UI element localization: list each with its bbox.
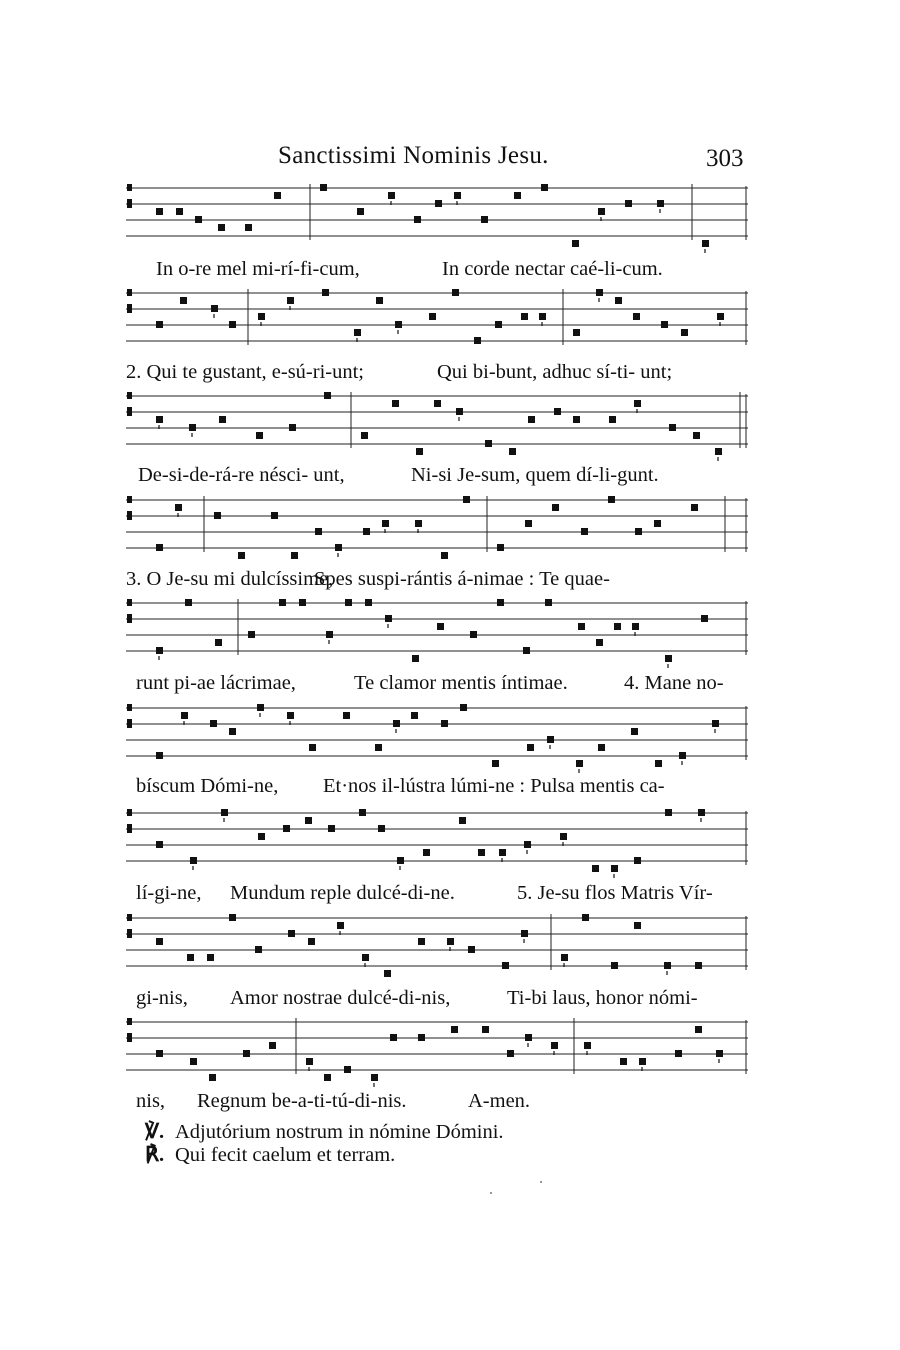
neume-note — [195, 216, 202, 223]
neume-note — [289, 424, 296, 431]
neume-note — [552, 504, 559, 511]
lyric-phrase: In o-re mel mi-rí-fi-cum, — [156, 258, 360, 280]
lyric-phrase: lí-gi-ne, — [136, 882, 202, 904]
lyric-line-6 — [126, 772, 748, 800]
neume-note — [256, 432, 263, 439]
neume-note — [470, 631, 477, 638]
neume-note — [669, 424, 676, 431]
neume-note — [609, 416, 616, 423]
neume-note — [279, 599, 286, 606]
neume-note — [592, 865, 599, 872]
neume-note — [283, 825, 290, 832]
neume-note — [451, 1026, 458, 1033]
neume-note — [156, 647, 163, 654]
neume-note — [509, 448, 516, 455]
neume-note — [525, 1034, 532, 1041]
neume-note — [255, 946, 262, 953]
neume-note — [359, 809, 366, 816]
lyric-phrase: Regnum be-a-ti-tú-di-nis. — [197, 1090, 407, 1112]
lyric-phrase: 5. Je-su flos Matris Vír- — [517, 882, 713, 904]
neume-note — [507, 1050, 514, 1057]
neume-note — [258, 833, 265, 840]
neume-note — [551, 1042, 558, 1049]
lyric-phrase: Qui bi-bunt, adhuc sí-ti- unt; — [437, 361, 673, 383]
neume-note — [412, 655, 419, 662]
neume-note — [243, 1050, 250, 1057]
neume-note — [397, 857, 404, 864]
lyric-line-4 — [126, 565, 748, 593]
neume-note — [309, 744, 316, 751]
lyric-phrase: 2. Qui te gustant, e-sú-ri-unt; — [126, 361, 364, 383]
neume-note — [576, 760, 583, 767]
neume-note — [502, 962, 509, 969]
response-line — [145, 1143, 395, 1167]
neume-note — [620, 1058, 627, 1065]
neume-note — [344, 1066, 351, 1073]
lyric-phrase: Ti-bi laus, honor nómi- — [507, 987, 698, 1009]
neume-note — [632, 623, 639, 630]
neume-note — [452, 289, 459, 296]
neume-note — [528, 416, 535, 423]
neume-note — [287, 712, 294, 719]
neume-note — [639, 1058, 646, 1065]
neume-note — [717, 313, 724, 320]
neume-note — [345, 599, 352, 606]
neume-note — [328, 825, 335, 832]
neume-note — [582, 914, 589, 921]
lyric-line-7 — [126, 879, 748, 907]
neume-note — [454, 192, 461, 199]
neume-note — [361, 432, 368, 439]
neume-note — [354, 329, 361, 336]
neume-note — [375, 744, 382, 751]
neume-note — [463, 496, 470, 503]
neume-note — [384, 970, 391, 977]
lyric-phrase: Te clamor mentis íntimae. — [354, 672, 568, 694]
neume-note — [524, 841, 531, 848]
do-clef-gap — [127, 711, 134, 719]
neume-note — [525, 520, 532, 527]
lyric-phrase: 3. O Je-su mi dulcíssime, — [126, 568, 334, 590]
lyric-phrase: Ni-si Je-sum, quem dí-li-gunt. — [411, 464, 659, 486]
neume-note — [221, 809, 228, 816]
neume-note — [418, 938, 425, 945]
neume-note — [269, 1042, 276, 1049]
neume-note — [634, 857, 641, 864]
neume-note — [257, 704, 264, 711]
neume-note — [156, 938, 163, 945]
print-speck — [540, 1181, 542, 1183]
do-clef-gap — [127, 606, 134, 614]
neume-note — [415, 520, 422, 527]
neume-note — [185, 599, 192, 606]
response-text: Qui fecit caelum et terram. — [175, 1144, 396, 1166]
neume-note — [287, 297, 294, 304]
neume-note — [363, 528, 370, 535]
neume-note — [214, 512, 221, 519]
neume-note — [634, 400, 641, 407]
neume-note — [702, 240, 709, 247]
neume-note — [324, 1074, 331, 1081]
neume-note — [393, 720, 400, 727]
neume-note — [698, 809, 705, 816]
lyric-phrase: nis, — [136, 1090, 166, 1112]
neume-note — [308, 938, 315, 945]
neume-note — [596, 289, 603, 296]
neume-note — [209, 1074, 216, 1081]
music-staff-6 — [126, 702, 748, 764]
neume-note — [611, 962, 618, 969]
neume-note — [625, 200, 632, 207]
page-number: 303 — [706, 145, 744, 172]
neume-note — [497, 544, 504, 551]
lyric-line-5 — [126, 669, 748, 697]
lyric-line-9 — [126, 1087, 748, 1115]
response-symbol: ℟. — [145, 1144, 165, 1166]
neume-note — [578, 623, 585, 630]
neume-note — [315, 528, 322, 535]
neume-note — [715, 448, 722, 455]
versicle-text: Adjutórium nostrum in nómine Dómini. — [175, 1121, 504, 1143]
neume-note — [288, 930, 295, 937]
lyric-phrase: In corde nectar caé-li-cum. — [442, 258, 663, 280]
neume-note — [679, 752, 686, 759]
neume-note — [447, 938, 454, 945]
neume-note — [495, 321, 502, 328]
neume-note — [634, 922, 641, 929]
neume-note — [598, 208, 605, 215]
neume-note — [437, 623, 444, 630]
neume-note — [343, 712, 350, 719]
neume-note — [631, 728, 638, 735]
neume-note — [615, 297, 622, 304]
neume-note — [681, 329, 688, 336]
neume-note — [238, 552, 245, 559]
neume-note — [716, 1050, 723, 1057]
neume-note — [675, 1050, 682, 1057]
versicle-line — [145, 1120, 504, 1144]
lyric-phrase: Spes suspi-rántis á-nimae : Te quae- — [314, 568, 610, 590]
versicle-symbol: ℣. — [145, 1121, 165, 1143]
neume-note — [181, 712, 188, 719]
neume-note — [211, 305, 218, 312]
do-clef-gap — [127, 1025, 134, 1033]
neume-note — [414, 216, 421, 223]
neume-note — [459, 817, 466, 824]
music-staff-3 — [126, 390, 748, 452]
lyric-phrase: Et·nos il-lústra lúmi-ne : Pulsa mentis ca- — [323, 775, 665, 797]
neume-note — [337, 922, 344, 929]
neume-note — [608, 496, 615, 503]
neume-note — [661, 321, 668, 328]
neume-note — [274, 192, 281, 199]
do-clef-gap — [127, 191, 134, 199]
neume-note — [258, 313, 265, 320]
neume-note — [635, 528, 642, 535]
music-staff-8 — [126, 912, 748, 974]
neume-note — [156, 208, 163, 215]
neume-note — [435, 200, 442, 207]
neume-note — [156, 1050, 163, 1057]
lyric-phrase: runt pi-ae lácrimae, — [136, 672, 296, 694]
neume-note — [218, 224, 225, 231]
lyric-line-8 — [126, 984, 748, 1012]
neume-note — [229, 728, 236, 735]
neume-note — [189, 424, 196, 431]
neume-note — [701, 615, 708, 622]
neume-note — [219, 416, 226, 423]
neume-note — [291, 552, 298, 559]
neume-note — [541, 184, 548, 191]
neume-note — [215, 639, 222, 646]
neume-note — [441, 720, 448, 727]
neume-note — [176, 208, 183, 215]
neume-note — [654, 520, 661, 527]
neume-note — [207, 954, 214, 961]
do-clef-gap — [127, 816, 134, 824]
neume-note — [611, 865, 618, 872]
neume-note — [229, 914, 236, 921]
lyric-phrase: A-men. — [468, 1090, 531, 1112]
neume-note — [156, 321, 163, 328]
neume-note — [598, 744, 605, 751]
neume-note — [156, 544, 163, 551]
music-staff-2 — [126, 287, 748, 349]
neume-note — [305, 817, 312, 824]
neume-note — [378, 825, 385, 832]
neume-note — [248, 631, 255, 638]
neume-note — [691, 504, 698, 511]
neume-note — [560, 833, 567, 840]
neume-note — [324, 392, 331, 399]
neume-note — [693, 432, 700, 439]
neume-note — [481, 216, 488, 223]
lyric-phrase: De-si-de-rá-re nésci- unt, — [138, 464, 345, 486]
neume-note — [499, 849, 506, 856]
neume-note — [271, 512, 278, 519]
neume-note — [596, 639, 603, 646]
lyric-phrase: bíscum Dómi-ne, — [136, 775, 279, 797]
neume-note — [299, 599, 306, 606]
lyric-line-2 — [126, 358, 748, 386]
neume-note — [497, 599, 504, 606]
music-staff-4 — [126, 494, 748, 556]
page-title: Sanctissimi Nominis Jesu. — [278, 142, 549, 169]
neume-note — [441, 552, 448, 559]
do-clef-gap — [127, 921, 134, 929]
neume-note — [357, 208, 364, 215]
neume-note — [365, 599, 372, 606]
neume-note — [306, 1058, 313, 1065]
neume-note — [521, 313, 528, 320]
neume-note — [492, 760, 499, 767]
neume-note — [229, 321, 236, 328]
neume-note — [423, 849, 430, 856]
lyric-line-3 — [126, 461, 748, 489]
neume-note — [362, 954, 369, 961]
neume-note — [156, 841, 163, 848]
do-clef-gap — [127, 503, 134, 511]
do-clef-gap — [127, 399, 134, 407]
neume-note — [482, 1026, 489, 1033]
neume-note — [187, 954, 194, 961]
neume-note — [434, 400, 441, 407]
neume-note — [614, 623, 621, 630]
neume-note — [695, 962, 702, 969]
neume-note — [429, 313, 436, 320]
lyric-phrase: gi-nis, — [136, 987, 188, 1009]
neume-note — [382, 520, 389, 527]
neume-note — [156, 416, 163, 423]
neume-note — [485, 440, 492, 447]
neume-note — [385, 615, 392, 622]
lyric-phrase: Mundum reple dulcé-di-ne. — [230, 882, 455, 904]
music-staff-7 — [126, 807, 748, 869]
neume-note — [573, 329, 580, 336]
neume-note — [190, 1058, 197, 1065]
neume-note — [584, 1042, 591, 1049]
neume-note — [156, 752, 163, 759]
neume-note — [411, 712, 418, 719]
music-staff-5 — [126, 597, 748, 659]
neume-note — [521, 930, 528, 937]
neume-note — [478, 849, 485, 856]
neume-note — [664, 962, 671, 969]
neume-note — [326, 631, 333, 638]
neume-note — [695, 1026, 702, 1033]
neume-note — [468, 946, 475, 953]
neume-note — [665, 655, 672, 662]
neume-note — [320, 184, 327, 191]
lyric-phrase: 4. Mane no- — [624, 672, 724, 694]
neume-note — [655, 760, 662, 767]
neume-note — [390, 1034, 397, 1041]
neume-note — [376, 297, 383, 304]
neume-note — [392, 400, 399, 407]
neume-note — [633, 313, 640, 320]
neume-note — [514, 192, 521, 199]
neume-note — [572, 240, 579, 247]
do-clef-gap — [127, 296, 134, 304]
neume-note — [180, 297, 187, 304]
neume-note — [245, 224, 252, 231]
print-speck — [490, 1192, 492, 1194]
neume-note — [335, 544, 342, 551]
neume-note — [456, 408, 463, 415]
neume-note — [539, 313, 546, 320]
neume-note — [190, 857, 197, 864]
neume-note — [665, 809, 672, 816]
neume-note — [712, 720, 719, 727]
neume-note — [573, 416, 580, 423]
neume-note — [523, 647, 530, 654]
neume-note — [460, 704, 467, 711]
neume-note — [210, 720, 217, 727]
neume-note — [527, 744, 534, 751]
neume-note — [371, 1074, 378, 1081]
neume-note — [657, 200, 664, 207]
neume-note — [545, 599, 552, 606]
neume-note — [561, 954, 568, 961]
neume-note — [474, 337, 481, 344]
neume-note — [581, 528, 588, 535]
lyric-line-1 — [126, 255, 748, 283]
neume-note — [416, 448, 423, 455]
neume-note — [554, 408, 561, 415]
neume-note — [322, 289, 329, 296]
neume-note — [418, 1034, 425, 1041]
music-staff-1 — [126, 182, 748, 244]
music-staff-9 — [126, 1016, 748, 1078]
neume-note — [395, 321, 402, 328]
neume-note — [547, 736, 554, 743]
neume-note — [388, 192, 395, 199]
neume-note — [175, 504, 182, 511]
lyric-phrase: Amor nostrae dulcé-di-nis, — [230, 987, 451, 1009]
